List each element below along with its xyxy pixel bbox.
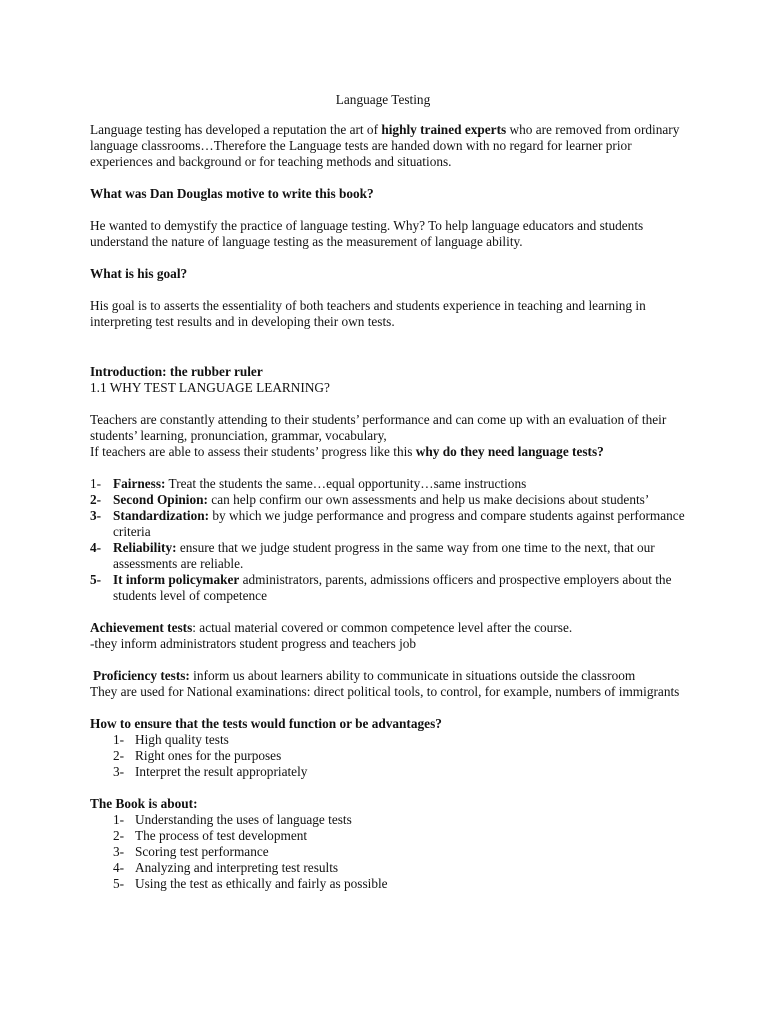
intro-text-start: Language testing has developed a reputation the art of [90, 122, 382, 137]
list-item [90, 572, 690, 604]
list-text: administrators, parents, admissions officers and prospective employers about the students level of competence [113, 572, 672, 603]
spacer [90, 346, 690, 364]
list-item [90, 732, 690, 748]
list-number: 5- [90, 572, 102, 587]
question-goal: What is his goal? [90, 266, 188, 281]
list-text: Treat the students the same…equal opportunity…same instructions [165, 476, 527, 491]
book-list [90, 812, 690, 892]
page-title: Language Testing [335, 92, 431, 107]
list-text: Interpret the result appropriately [135, 764, 308, 779]
list-text: Analyzing and interpreting test results [135, 860, 339, 875]
list-item [90, 540, 690, 572]
achievement-line-2: -they inform administrators student progress and teachers job [90, 636, 417, 651]
list-term: It inform policymaker [113, 572, 240, 587]
list-item [90, 876, 690, 892]
question-motive: What was Dan Douglas motive to write this book? [90, 186, 374, 201]
list-number: 2- [113, 828, 125, 843]
question-ensure-text: How to ensure that the tests would function or be advantages? [90, 716, 442, 731]
list-number: 2- [90, 492, 102, 507]
list-text: Scoring test performance [135, 844, 269, 859]
proficiency-text: inform us about learners ability to communicate in situations outside the classroom [189, 668, 636, 683]
list-item [90, 764, 690, 780]
list-item [90, 476, 690, 492]
list-number: 1- [90, 476, 102, 491]
list-item [90, 508, 690, 540]
list-text: Understanding the uses of language tests [135, 812, 352, 827]
document-page [90, 92, 690, 908]
list-number: 2- [113, 748, 125, 763]
intro-paragraph [90, 122, 690, 170]
achievement-paragraph [90, 620, 690, 636]
intro-bold-phrase: highly trained experts [381, 122, 507, 137]
intro-text-end: who are removed from ordinary language classrooms…Therefore the Language tests are handed down with no regard for learner prior experiences and background or for teaching methods and situations. [90, 122, 680, 169]
section-paragraph-2 [90, 444, 690, 460]
list-number: 1- [113, 812, 125, 827]
proficiency-paragraph [90, 668, 690, 684]
list-number: 3- [113, 764, 125, 779]
answer-goal: His goal is to asserts the essentiality of both teachers and students experience in teaching and learning in interpreting test results and in developing their own tests. [90, 298, 646, 329]
proficiency-line-2: They are used for National examinations: direct political tools, to control, for example, numbers of immigrants [90, 684, 680, 699]
list-item [90, 748, 690, 764]
list-number: 3- [113, 844, 125, 859]
list-number: 3- [90, 508, 102, 523]
section-paragraph-2-bold: why do they need language tests? [415, 444, 604, 459]
list-text: ensure that we judge student progress in the same way from one time to the next, that our assessments are reliable. [113, 540, 655, 571]
proficiency-term: Proficiency tests: [93, 668, 190, 683]
list-item [90, 844, 690, 860]
list-number: 4- [113, 860, 125, 875]
list-item [90, 828, 690, 844]
list-item [90, 860, 690, 876]
list-term: Second Opinion: [113, 492, 208, 507]
list-text: The process of test development [135, 828, 308, 843]
section-heading-text: Introduction: the rubber ruler [90, 364, 263, 379]
list-term: Reliability: [113, 540, 177, 555]
list-item [90, 812, 690, 828]
section-heading [90, 364, 690, 380]
list-text: Right ones for the purposes [135, 748, 282, 763]
ensure-list [90, 732, 690, 780]
achievement-text: : actual material covered or common competence level after the course. [192, 620, 573, 635]
question-ensure [90, 716, 690, 732]
list-number: 1- [113, 732, 125, 747]
list-term: Standardization: [113, 508, 210, 523]
list-number: 5- [113, 876, 125, 891]
list-text: High quality tests [135, 732, 229, 747]
book-heading-text: The Book is about: [90, 796, 198, 811]
section-paragraph-1: Teachers are constantly attending to their students’ performance and can come up with an evaluation of their students’ learning, pronunciation, grammar, vocabulary, [90, 412, 667, 443]
list-item [90, 492, 690, 508]
section-paragraph-2-text: If teachers are able to assess their students’ progress like this [90, 444, 416, 459]
list-text: can help confirm our own assessments and help us make decisions about students’ [207, 492, 650, 507]
reasons-list [90, 476, 690, 604]
list-term: Fairness: [113, 476, 166, 491]
list-text: by which we judge performance and progress and compare students against performance criteria [113, 508, 685, 539]
list-text: Using the test as ethically and fairly as possible [135, 876, 388, 891]
answer-motive: He wanted to demystify the practice of language testing. Why? To help language educators and students understand the nature of language testing as the measurement of language ability. [90, 218, 644, 249]
achievement-term: Achievement tests [90, 620, 193, 635]
book-heading [90, 796, 690, 812]
list-number: 4- [90, 540, 102, 555]
section-subheading: 1.1 WHY TEST LANGUAGE LEARNING? [90, 380, 330, 395]
